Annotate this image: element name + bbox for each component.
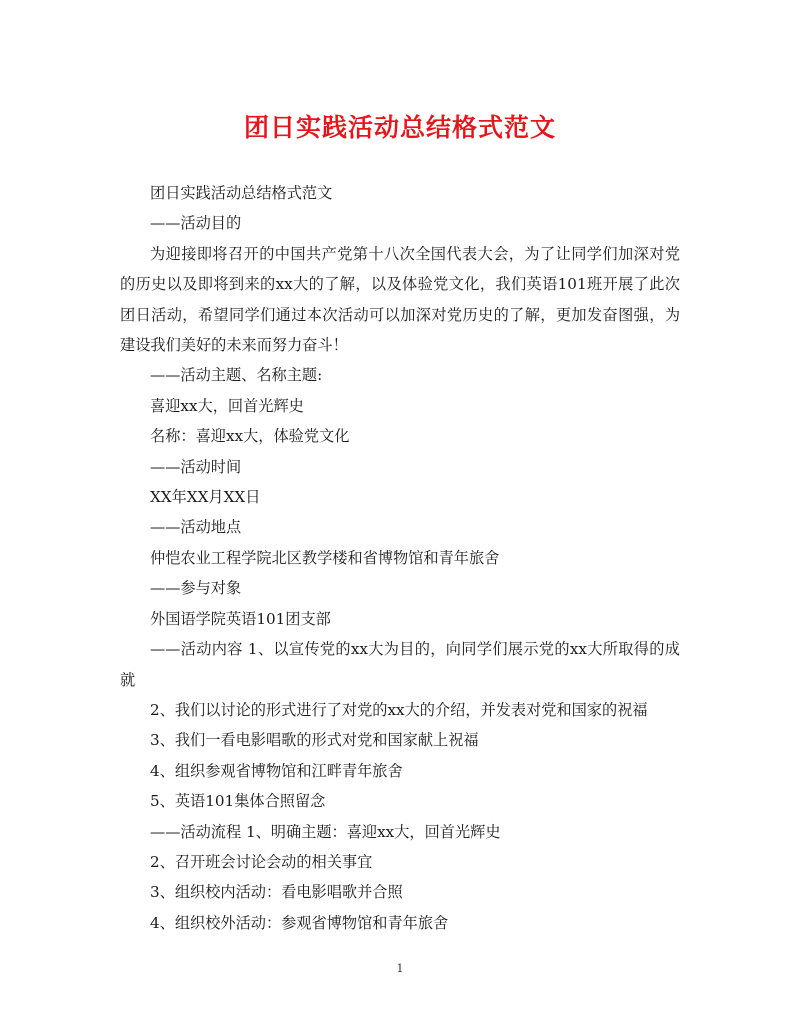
document-title: 团日实践活动总结格式范文 bbox=[243, 113, 556, 142]
paragraph: 2、召开班会讨论会动的相关事宜 bbox=[150, 852, 373, 871]
paragraph: 外国语学院英语101团支部 bbox=[150, 609, 331, 628]
paragraph: ——活动目的 bbox=[150, 214, 242, 233]
paragraph: 4、组织校外活动：参观省博物馆和青年旅舍 bbox=[150, 913, 449, 932]
paragraph: 3、我们一看电影唱歌的形式对党和国家献上祝福 bbox=[150, 731, 479, 750]
paragraph: 喜迎xx大，回首光辉史 bbox=[150, 396, 304, 415]
paragraph: 2、我们以讨论的形式进行了对党的xx大的介绍，并发表对党和国家的祝福 bbox=[150, 700, 648, 719]
paragraph: 仲恺农业工程学院北区教学楼和省博物馆和青年旅舍 bbox=[150, 548, 500, 567]
paragraph: ——活动内容 1、以宣传党的xx大为目的，向同学们展示党的xx大所取得的成就 bbox=[120, 640, 680, 689]
paragraph: 4、组织参观省博物馆和江畔青年旅舍 bbox=[150, 761, 403, 780]
paragraph: ——参与对象 bbox=[150, 579, 242, 598]
paragraph: 5、英语101集体合照留念 bbox=[150, 792, 326, 811]
page-number: 1 bbox=[396, 962, 404, 975]
paragraph: ——活动时间 bbox=[150, 457, 242, 476]
paragraph: 名称：喜迎xx大，体验党文化 bbox=[150, 427, 350, 446]
paragraph: 3、组织校内活动：看电影唱歌并合照 bbox=[150, 883, 403, 902]
paragraph: 团日实践活动总结格式范文 bbox=[150, 184, 333, 202]
paragraph: ——活动主题、名称主题: bbox=[150, 366, 323, 385]
paragraph: 为迎接即将召开的中国共产党第十八次全国代表大会，为了让同学们加深对党的历史以及即将到来的xx大的了解，以及体验党文化，我们英语101班开展了此次团日活动，希望同学们通过本次活动可以加深对党历史的了解，更加发奋图强，为建设我们美好的未来而努力奋斗！ bbox=[120, 244, 680, 355]
paragraph: ——活动流程 1、明确主题：喜迎xx大，回首光辉史 bbox=[150, 822, 501, 841]
paragraph: ——活动地点 bbox=[150, 518, 242, 537]
paragraph: XX年XX月XX日 bbox=[150, 488, 261, 507]
document-body bbox=[120, 178, 680, 938]
